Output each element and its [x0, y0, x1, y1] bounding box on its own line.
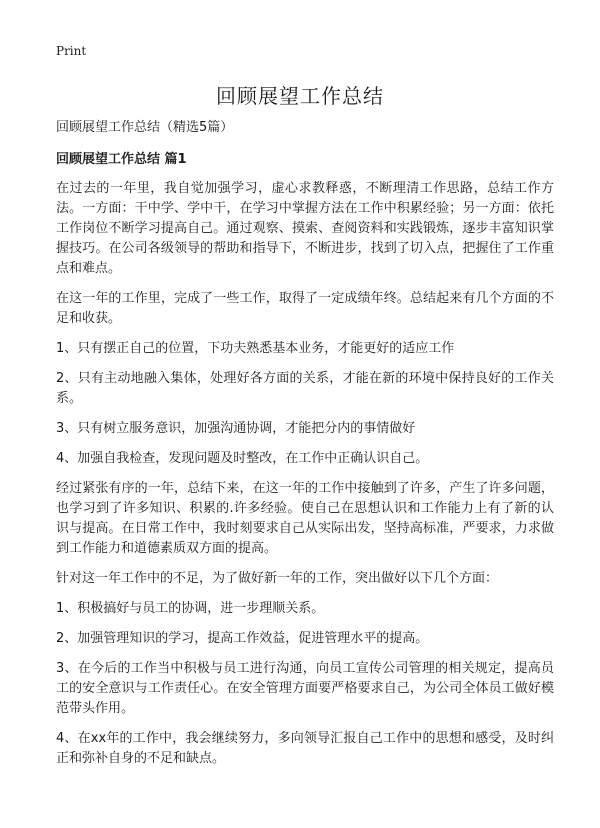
- paragraph-plan-intro: 针对这一年工作中的不足，为了做好新一年的工作，突出做好以下几个方面：: [56, 571, 499, 586]
- list-item: 1、积极搞好与员工的协调，进一步理顺关系。: [56, 601, 325, 616]
- paragraph-review: 经过紧张有序的一年，总结下来，在这一年的工作中接触到了许多，产生了许多问题，也学习到了许多知识、积累的.许多经验。使自己在思想认识和工作能力上有了新的认识与提高。在日常工作中，我时刻要求自己从实际出发，坚持高标准，严要求，力求做到工作能力和道德素质双方面的提高。: [56, 481, 554, 556]
- list-item: 1、只有摆正自己的位置，下功夫熟悉基本业务，才能更好的适应工作: [56, 341, 455, 356]
- list-item: 2、加强管理知识的学习，提高工作效益，促进管理水平的提高。: [56, 631, 429, 646]
- paragraph-summary: 在这一年的工作里，完成了一些工作，取得了一定成绩年终。总结起来有几个方面的不足和收获。: [56, 291, 554, 326]
- document-body: [56, 118, 554, 779]
- list-item: 3、在今后的工作当中积极与员工进行沟通，向员工宣传公司管理的相关规定，提高员工的安全意识与工作责任心。在安全管理方面要严格要求自己，为公司全体员工做好模范带头作用。: [56, 661, 554, 716]
- list-item: 4、加强自我检查，发现问题及时整改，在工作中正确认识自己。: [56, 451, 429, 466]
- list-item: 3、只有树立服务意识，加强沟通协调，才能把分内的事情做好: [56, 421, 416, 436]
- print-label: Print: [56, 44, 87, 58]
- document-subtitle: 回顾展望工作总结（精选5篇）: [56, 120, 234, 135]
- list-item: 4、在xx年的工作中，我会继续努力，多向领导汇报自己工作中的思想和感受，及时纠正和弥补自身的不足和缺点。: [56, 731, 554, 766]
- paragraph-intro: 在过去的一年里，我自觉加强学习，虚心求教释惑，不断理清工作思路，总结工作方法。一方面：干中学、学中干，在学习中掌握方法在工作中积累经验；另一方面：依托工作岗位不断学习提高自己。通过观察、摸索、查阅资料和实践锻炼，逐步丰富知识掌握技巧。在公司各级领导的帮助和指导下，不断进步，找到了切入点，把握住了工作重点和难点。: [56, 181, 554, 276]
- section-heading: 回顾展望工作总结 篇1: [56, 152, 187, 167]
- page-title: 回顾展望工作总结: [216, 84, 384, 108]
- list-item: 2、只有主动地融入集体，处理好各方面的关系，才能在新的环境中保持良好的工作关系。: [56, 371, 554, 406]
